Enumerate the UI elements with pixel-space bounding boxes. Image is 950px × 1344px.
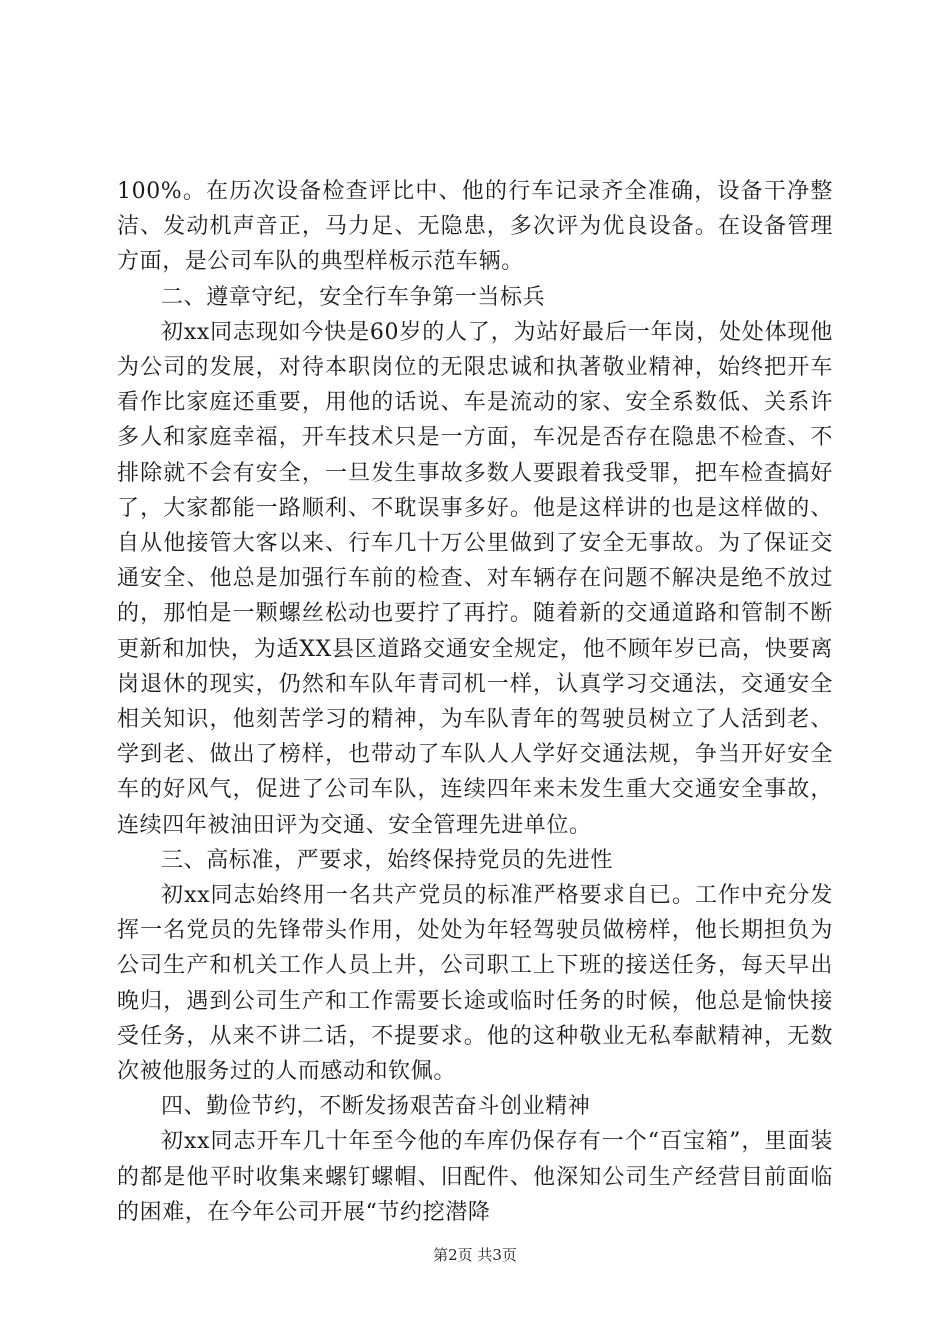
- paragraph-intro: 100%。在历次设备检查评比中、他的行车记录齐全准确，设备干净整洁、发动机声音正，马力足、无隐患，多次评为优良设备。在设备管理方面，是公司车队的典型样板示范车辆。: [117, 179, 833, 275]
- document-body: [117, 174, 833, 1230]
- section-heading-2: 二、遵章守纪，安全行车争第一当标兵: [161, 284, 546, 310]
- paragraph-section-4: 初xx同志开车几十年至今他的车库仍保存有一个“百宝箱”，里面装的都是他平时收集来螺钉螺帽、旧配件、他深知公司生产经营目前面临的困难，在今年公司开展“节约挖潜降: [117, 1129, 833, 1225]
- paragraph-section-2: 初xx同志现如今快是60岁的人了，为站好最后一年岗，处处体现他为公司的发展，对待本职岗位的无限忠诚和执著敬业精神，始终把开车看作比家庭还重要，用他的话说、车是流动的家、安全系数低、关系许多人和家庭幸福，开车技术只是一方面，车况是否存在隐患不检查、不排除就不会有安全，一旦发生事故多数人要跟着我受罪，把车检查搞好了，大家都能一路顺利、不耽误事多好。他是这样讲的也是这样做的、自从他接管大客以来、行车几十万公里做到了安全无事故。为了保证交通安全、他总是加强行车前的检查、对车辆存在问题不解决是绝不放过的，那怕是一颗螺丝松动也要拧了再拧。随着新的交通道路和管制不断更新和加快，为适XX县区道路交通安全规定，他不顾年岁已高，快要离岗退休的现实，仍然和车队年青司机一样，认真学习交通法，交通安全相关知识，他刻苦学习的精神，为车队青年的驾驶员树立了人活到老、学到老、做出了榜样，也带动了车队人人学好交通法规，争当开好安全车的好风气，促进了公司车队，连续四年来未发生重大交通安全事故，连续四年被油田评为交通、安全管理先进单位。: [117, 319, 833, 838]
- page-footer: 第2页 共3页: [433, 1246, 517, 1264]
- section-heading-4: 四、勤俭节约，不断发扬艰苦奋斗创业精神: [161, 1094, 591, 1120]
- section-heading-3: 三、高标准，严要求，始终保持党员的先进性: [161, 847, 614, 873]
- paragraph-section-3: 初xx同志始终用一名共产党员的标准严格要求自已。工作中充分发挥一名党员的先锋带头作用，处处为年轻驾驶员做榜样，他长期担负为公司生产和机关工作人员上井，公司职工上下班的接送任务，每天早出晚归，遇到公司生产和工作需要长途或临时任务的时候，他总是愉快接受任务，从来不讲二话，不提要求。他的这种敬业无私奉献精神，无数次被他服务过的人而感动和钦佩。: [117, 883, 833, 1085]
